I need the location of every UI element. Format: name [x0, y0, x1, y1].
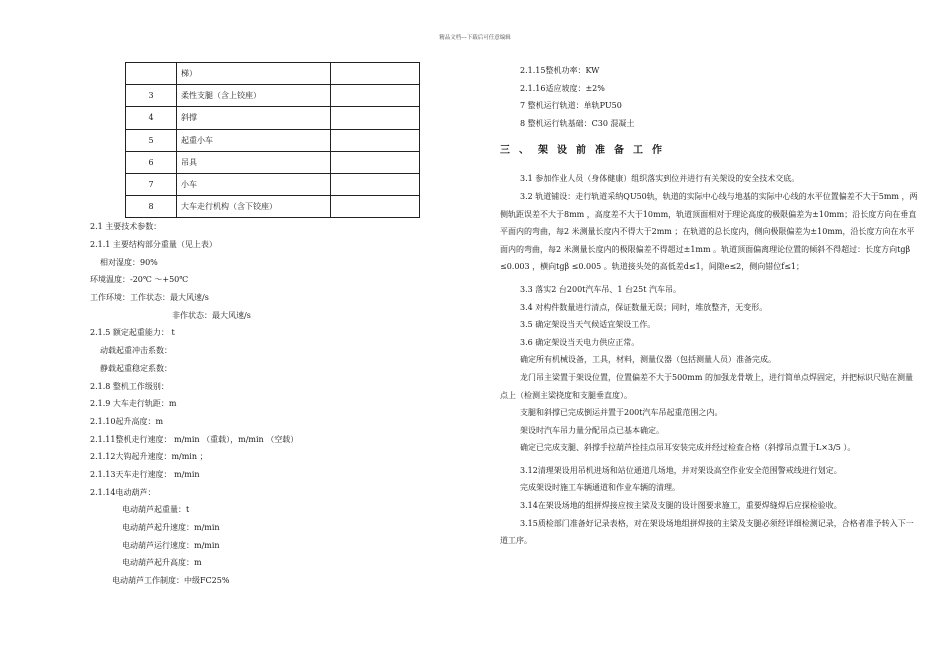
section-title: 三、架设前准备工作: [500, 145, 671, 157]
paragraph: 3.6 确定架设当天电力供应正常。: [520, 337, 640, 347]
table-row: [126, 63, 420, 85]
param-line: 电动葫芦起升高度：m: [122, 558, 202, 568]
row-name: 大车走行机构（含下铰座）: [177, 196, 331, 218]
param-line: 动载起重冲击系数：: [100, 346, 172, 356]
table-row: [126, 151, 420, 173]
row-extra: [331, 151, 420, 173]
param-line: 2.1.11整机走行速度： m/min （重载），m/min （空载）: [90, 434, 299, 444]
row-number: 4: [126, 107, 177, 129]
param-line: 2.1.8 整机工作级别：: [90, 381, 169, 391]
table-row: [126, 107, 420, 129]
paragraph: 3.12清理架设用吊机进场和站位通道几场地，并对架设高空作业安全范围警戒线进行划定。: [520, 465, 842, 475]
table-row: [126, 85, 420, 107]
paragraph: 3.4 对构件数量进行清点，保证数量无误；同时，堆放整齐，无变形。: [520, 302, 768, 312]
param-line: 非作状态：最大风速/s: [172, 310, 251, 320]
row-extra: [331, 107, 420, 129]
param-line: 环境温度：-20℃ ～+50℃: [90, 275, 189, 285]
row-name: 梯）: [177, 63, 331, 85]
param-line: 电动葫芦工作制度：中级FC25%: [112, 576, 230, 586]
row-number: 5: [126, 129, 177, 151]
param-line: 2.1.9 大车走行轨距：m: [90, 399, 177, 409]
technical-parameters: [90, 218, 415, 589]
row-extra: [331, 196, 420, 218]
param-line: 2.1.10起升高度：m: [90, 416, 164, 426]
param-line: 静载起重稳定系数：: [100, 363, 172, 373]
paragraph: 3.15质检部门准备好记录表格，对在架设场地组拼焊接的主梁及支腿必须经详细检测记录，合格者准予转入下一道工序。: [500, 518, 914, 546]
page-header: 精品文档---下载后可任意编辑: [439, 35, 511, 41]
row-name: 小车: [177, 173, 331, 195]
row-name: 柔性支腿（含上铰座）: [177, 85, 331, 107]
row-name: 斜撑: [177, 107, 331, 129]
param-line: 电动葫芦起重量：t: [122, 505, 190, 515]
paragraph: 3.3 落实2 台200t汽车吊、1 台25t 汽车吊。: [520, 284, 681, 294]
param-line: 8 整机运行轨基础：C30 混凝土: [520, 118, 635, 128]
row-extra: [331, 173, 420, 195]
table-row: [126, 173, 420, 195]
parts-table: [125, 62, 420, 218]
param-line: 电动葫芦运行速度：m/min: [122, 540, 220, 550]
param-line: 2.1.1 主要结构部分重量（见上表）: [90, 240, 217, 249]
row-number: 7: [126, 173, 177, 195]
param-line: 2.1.16适应坡度：±2%: [520, 83, 605, 93]
paragraph: 完成架设时施工车辆通道和作业车辆的清理。: [520, 483, 680, 493]
row-number: [126, 63, 177, 85]
row-number: 3: [126, 85, 177, 107]
row-extra: [331, 129, 420, 151]
param-line: 7 整机运行轨道：单轨PU50: [520, 101, 622, 111]
paragraph: 3.5 确定架设当天气候适宜架设工作。: [520, 320, 656, 330]
row-number: 6: [126, 151, 177, 173]
row-extra: [331, 63, 420, 85]
row-name: 起重小车: [177, 129, 331, 151]
param-line: 2.1.12大钩起升速度：m/min ；: [90, 452, 208, 462]
table-row: [126, 129, 420, 151]
paragraph: 3.14在架设场地的组拼焊接应按主梁及支腿的设计图要求施工，重要焊缝焊后应探检验收。: [520, 501, 842, 511]
paragraph: 支腿和斜撑已完成倒运并置于200t汽车吊起重范围之内。: [520, 408, 723, 418]
paragraph: 龙门吊主梁置于架设位置，位置偏差不大于500mm 的加强龙骨墩上，进行简单点焊固定，并把标识尺贴在测量点上（检测主梁挠度和支腿垂直度）。: [500, 372, 913, 400]
param-line: 工作环境：工作状态：最大风速/s: [90, 293, 209, 303]
param-line: 2.1.5 额定起重能力： t: [90, 328, 175, 338]
param-line: 2.1.14电动葫芦：: [90, 487, 156, 497]
paragraph: 3.2 轨道铺设：走行轨道采纳QU50轨，轨道的实际中心线与地基的实际中心线的水平位置偏差不大于5mm ，两侧轨距误差不大于8mm ，高度差不大于10mm，轨道顶面相对于理论高度的极限偏差为±10mm；沿长度方向在垂直平面内的弯曲，每2 米测量长度内不得大于2mm ；在轨道的总长度内，侧向极限偏差为±10mm，沿长度方向在水平面内的弯曲，每2 米测量长度内的极限偏差不得超过±1mm 。轨道顶面偏离理论位置的倾斜不得超过：长度方向tgβ ≤0.003 ，横向tgβ ≤0.005 。轨道接头处的高低差d≤1，间隙e≤2，侧向错位f≤1；: [500, 191, 918, 272]
right-column: [500, 62, 920, 550]
param-line: 电动葫芦起升速度：m/min: [122, 523, 220, 532]
left-column: [90, 62, 415, 590]
table-row: [126, 196, 420, 218]
param-line: 相对湿度：90%: [100, 257, 158, 267]
paragraph: 确定已完成支腿、斜撑手拉葫芦拴挂点吊耳安装完成并经过检查合格（斜撑吊点置于L×3/5 ）。: [520, 443, 856, 453]
param-line: 2.1.13天车走行速度： m/min: [90, 469, 200, 479]
paragraph: 确定所有机械设备，工具，材料，测量仪器（包括测量人员）准备完成。: [520, 355, 776, 365]
paragraph: 3.1 参加作业人员（身体健康）组织落实到位并进行有关架设的安全技术交底。: [520, 174, 800, 184]
param-line: 2.1.15整机功率：KW: [520, 66, 600, 75]
row-number: 8: [126, 196, 177, 218]
paragraph: 架设时汽车吊力量分配吊点已基本确定。: [520, 425, 664, 435]
param-line: 2.1 主要技术参数：: [90, 222, 162, 232]
row-extra: [331, 85, 420, 107]
row-name: 吊具: [177, 151, 331, 173]
